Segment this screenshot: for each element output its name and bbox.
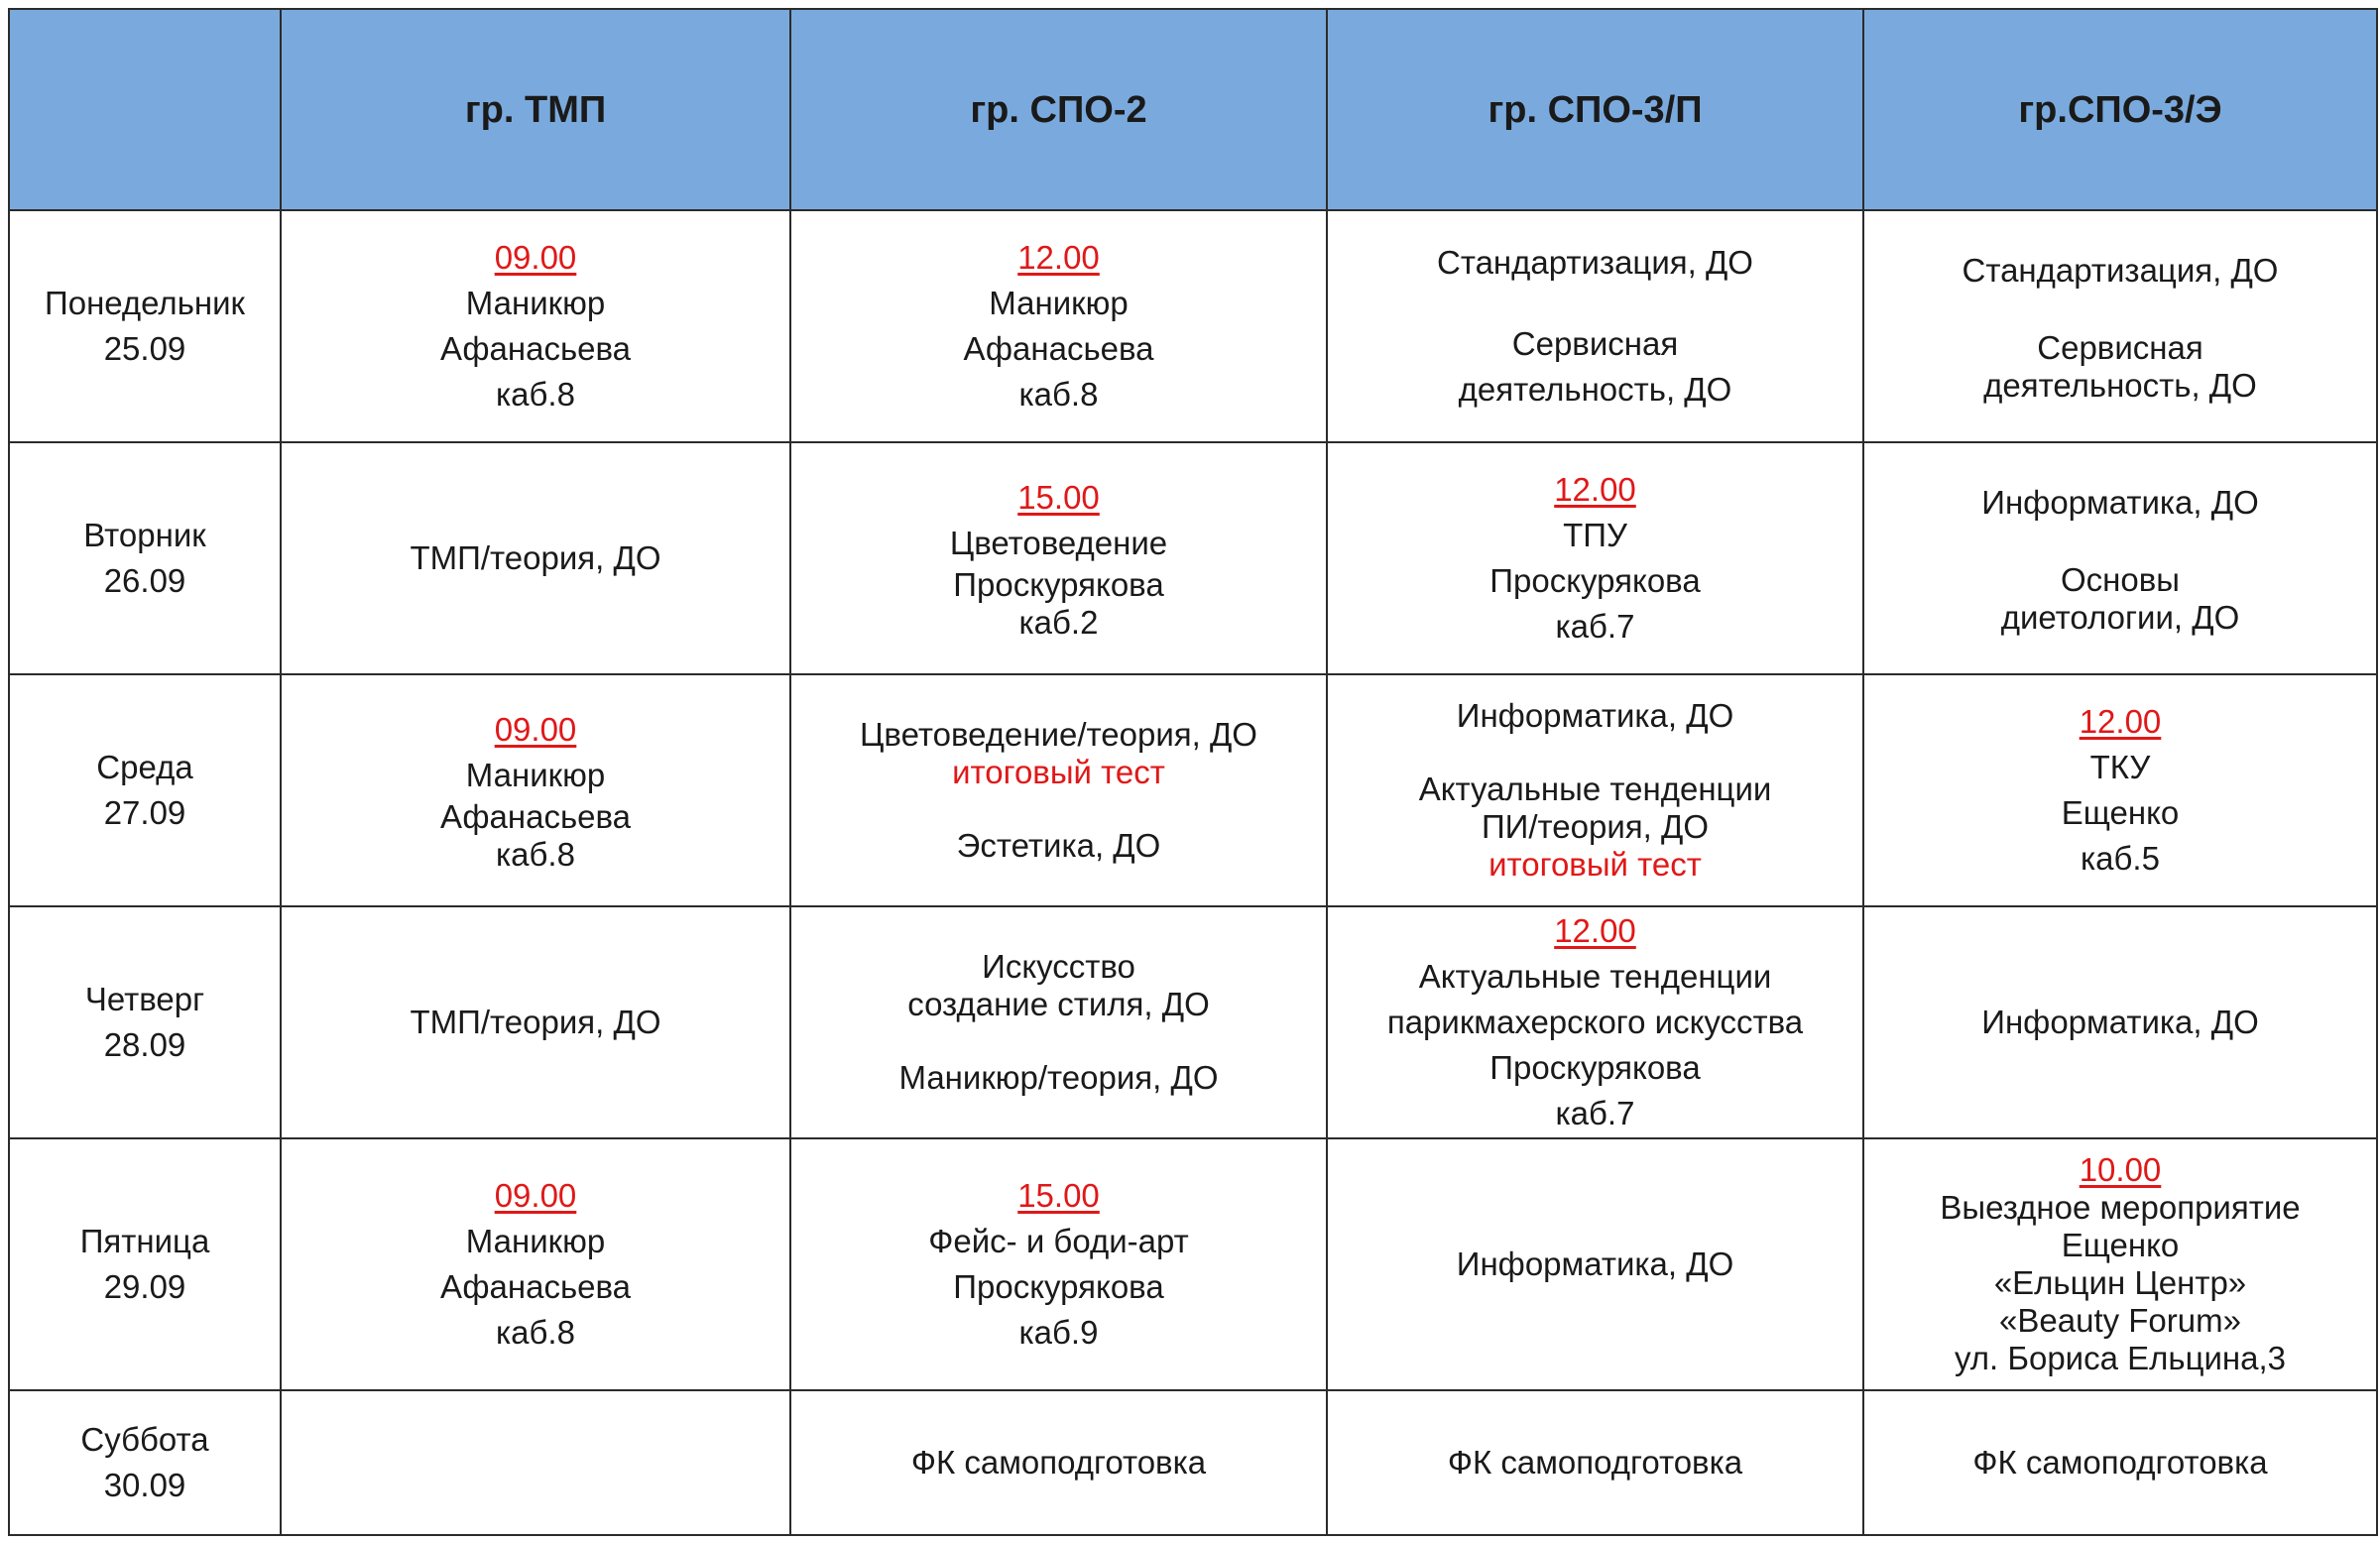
lesson-subject: Маникюр (465, 757, 606, 793)
lesson-time: 12.00 (1554, 912, 1636, 949)
lesson-room: каб.7 (1555, 1095, 1635, 1131)
cell-tmp (281, 1138, 790, 1390)
cell-tmp (281, 210, 790, 442)
table-row-saturday (9, 1390, 2377, 1535)
lesson-subject: ТМП/теория, ДО (410, 539, 661, 576)
day-cell (9, 906, 281, 1138)
cell-spo3e (1863, 442, 2377, 674)
lesson-subject: Информатика, ДО (1981, 484, 2259, 521)
table-header (9, 9, 2377, 210)
cell-spo2 (790, 674, 1327, 906)
lesson-subject: ТМП/теория, ДО (410, 1004, 661, 1040)
spacer (1336, 286, 1854, 321)
day-cell (9, 1390, 281, 1535)
lesson-subject: Эстетика, ДО (956, 827, 1161, 864)
lesson-subject: Маникюр (465, 285, 606, 321)
lesson-time: 12.00 (2079, 703, 2162, 740)
lesson-subject: Фейс- и боди-арт (928, 1223, 1189, 1259)
cell-spo3e (1863, 210, 2377, 442)
spacer (1872, 294, 2368, 329)
day-name: Четверг (84, 981, 205, 1017)
day-cell (9, 674, 281, 906)
lesson-subject: ФК самоподготовка (1447, 1444, 1743, 1481)
table-row-wednesday (9, 674, 2377, 906)
final-test-note: итоговый тест (952, 754, 1165, 790)
lesson-subject: Маникюр (465, 1223, 606, 1259)
lesson-room: каб.8 (496, 1314, 575, 1351)
table-row-monday (9, 210, 2377, 442)
lesson-room: каб.5 (2081, 840, 2160, 877)
header-group-spo3p: гр. СПО-3/П (1327, 9, 1863, 210)
cell-spo3p (1327, 1390, 1863, 1535)
lesson-teacher: Проскурякова (1489, 562, 1701, 599)
lesson-room: каб.8 (1018, 376, 1099, 413)
header-group-spo2: гр. СПО-2 (790, 9, 1327, 210)
lesson-time: 09.00 (494, 239, 577, 276)
lesson-subject: Искусство (982, 948, 1135, 985)
lesson-time: 09.00 (494, 1177, 577, 1214)
cell-tmp (281, 906, 790, 1138)
lesson-subject: Маникюр/теория, ДО (898, 1059, 1219, 1096)
lesson-teacher: Афанасьева (439, 1268, 632, 1305)
lesson-subject: ФК самоподготовка (1972, 1444, 2268, 1481)
cell-spo3p (1327, 442, 1863, 674)
lesson-subject: деятельность, ДО (1983, 367, 2257, 404)
day-date: 29.09 (103, 1268, 186, 1305)
cell-spo3p (1327, 1138, 1863, 1390)
cell-spo3e (1863, 1390, 2377, 1535)
cell-spo2 (790, 906, 1327, 1138)
cell-spo3p (1327, 210, 1863, 442)
lesson-subject: Цветоведение/теория, ДО (860, 716, 1257, 753)
table-row-thursday (9, 906, 2377, 1138)
table-body (9, 210, 2377, 1535)
lesson-subject: ПИ/теория, ДО (1481, 808, 1710, 845)
day-name: Суббота (80, 1421, 209, 1458)
lesson-teacher: Проскурякова (953, 566, 1164, 603)
cell-spo3p (1327, 674, 1863, 906)
lesson-time: 09.00 (494, 711, 577, 748)
lesson-time: 15.00 (1017, 1177, 1100, 1214)
cell-tmp (281, 1390, 790, 1535)
day-date: 28.09 (103, 1026, 186, 1063)
lesson-subject: Маникюр (989, 285, 1129, 321)
lesson-subject: деятельность, ДО (1458, 371, 1732, 408)
lesson-teacher: Проскурякова (1489, 1049, 1701, 1086)
venue-line: «Beauty Forum» (1999, 1302, 2241, 1339)
lesson-room: каб.9 (1018, 1314, 1099, 1351)
lesson-subject: Информатика, ДО (1456, 1245, 1734, 1282)
cell-spo2 (790, 210, 1327, 442)
lesson-teacher: Ещенко (2061, 1227, 2180, 1263)
cell-spo3e (1863, 906, 2377, 1138)
venue-address: ул. Бориса Ельцина,3 (1954, 1340, 2287, 1376)
day-name: Понедельник (45, 285, 245, 321)
lesson-time: 15.00 (1017, 479, 1100, 516)
lesson-room: каб.2 (1018, 604, 1099, 641)
final-test-note: итоговый тест (1488, 846, 1702, 883)
lesson-subject: ТПУ (1563, 517, 1627, 553)
lesson-teacher: Афанасьева (439, 330, 632, 367)
cell-spo2 (790, 442, 1327, 674)
lesson-subject: Выездное мероприятие (1940, 1189, 2301, 1226)
lesson-subject: Актуальные тенденции (1418, 958, 1772, 995)
lesson-subject: Информатика, ДО (1981, 1004, 2259, 1040)
day-cell (9, 1138, 281, 1390)
lesson-teacher: Афанасьева (963, 330, 1154, 367)
lesson-teacher: Ещенко (2061, 794, 2180, 831)
lesson-subject: ТКУ (2089, 749, 2151, 785)
cell-spo2 (790, 1138, 1327, 1390)
header-row (9, 9, 2377, 210)
lesson-subject: Стандартизация, ДО (1962, 252, 2279, 289)
lesson-room: каб.8 (496, 376, 575, 413)
lesson-subject: парикмахерского искусства (1386, 1004, 1804, 1040)
cell-spo3e (1863, 674, 2377, 906)
day-date: 27.09 (103, 794, 186, 831)
lesson-room: каб.8 (496, 836, 575, 873)
spacer (1336, 735, 1854, 771)
lesson-time: 12.00 (1554, 471, 1636, 508)
lesson-subject: Информатика, ДО (1456, 697, 1734, 734)
lesson-subject: Основы (2061, 561, 2180, 598)
table-row-friday (9, 1138, 2377, 1390)
table-row-tuesday (9, 442, 2377, 674)
cell-tmp (281, 442, 790, 674)
day-cell (9, 442, 281, 674)
cell-spo3p (1327, 906, 1863, 1138)
header-corner (9, 9, 281, 210)
lesson-subject: диетологии, ДО (2000, 599, 2240, 636)
venue-line: «Ельцин Центр» (1993, 1264, 2247, 1301)
lesson-subject: Сервисная (1511, 325, 1679, 362)
cell-tmp (281, 674, 790, 906)
lesson-subject: Цветоведение (949, 525, 1168, 561)
lesson-teacher: Проскурякова (953, 1268, 1164, 1305)
cell-spo2 (790, 1390, 1327, 1535)
spacer (799, 1023, 1318, 1059)
day-date: 25.09 (103, 330, 186, 367)
lesson-subject: Сервисная (2037, 329, 2203, 366)
lesson-time: 10.00 (2079, 1151, 2162, 1188)
day-date: 26.09 (103, 562, 186, 599)
header-group-tmp: гр. ТМП (281, 9, 790, 210)
day-name: Пятница (79, 1223, 210, 1259)
day-cell (9, 210, 281, 442)
header-group-spo3e: гр.СПО-3/Э (1863, 9, 2377, 210)
day-name: Среда (96, 749, 193, 785)
lesson-time: 12.00 (1017, 239, 1100, 276)
cell-spo3e (1863, 1138, 2377, 1390)
day-name: Вторник (83, 517, 206, 553)
day-date: 30.09 (103, 1467, 186, 1503)
spacer (1872, 526, 2368, 561)
lesson-teacher: Афанасьева (439, 798, 632, 835)
lesson-room: каб.7 (1555, 608, 1635, 645)
lesson-subject: Стандартизация, ДО (1437, 244, 1753, 281)
spacer (799, 791, 1318, 827)
lesson-subject: ФК самоподготовка (910, 1444, 1207, 1481)
lesson-subject: создание стиля, ДО (907, 986, 1210, 1022)
schedule-table (8, 8, 2378, 1536)
lesson-subject: Актуальные тенденции (1418, 771, 1772, 807)
